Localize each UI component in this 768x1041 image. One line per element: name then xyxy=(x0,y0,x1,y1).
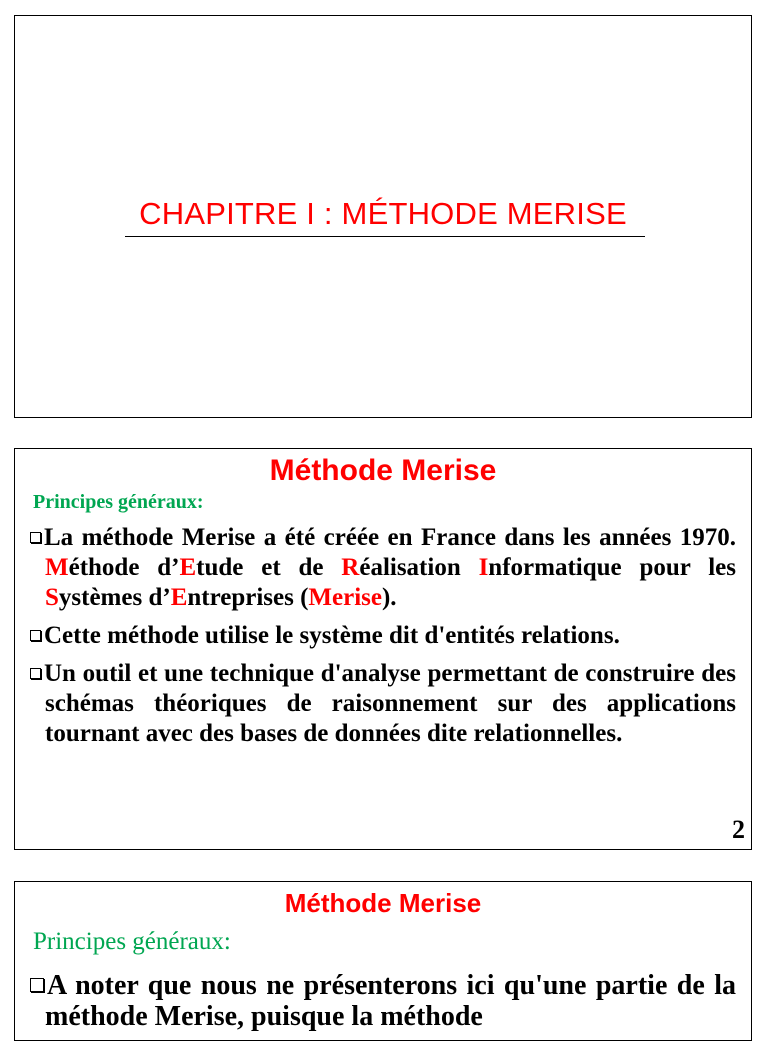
bullet-text: La méthode Merise a été créée en France dans les années 1970. xyxy=(44,524,736,551)
bullet-item-note xyxy=(15,970,751,1032)
slide-heading: Méthode Merise xyxy=(284,888,482,918)
hollow-square-bullet-icon xyxy=(30,668,41,679)
hollow-square-bullet-icon xyxy=(30,978,44,992)
acronym-letter: I xyxy=(478,554,489,581)
bullet-text: Un outil et une technique d'analyse permettant de construire des schémas théoriques de raisonnement sur des applications tournant avec des bases de données dite relationnelles. xyxy=(44,660,736,747)
acronym-letter: S xyxy=(45,584,59,611)
bullet-text: éalisation xyxy=(359,554,479,581)
acronym-letter: M xyxy=(45,554,69,581)
chapter-title: CHAPITRE I : MÉTHODE MERISE xyxy=(139,196,627,231)
bullet-text: ). xyxy=(381,584,397,611)
page-number: 2 xyxy=(732,815,745,844)
bullet-item-tool xyxy=(15,659,751,749)
bullet-text: Cette méthode utilise le système dit d'entités relations. xyxy=(44,622,620,649)
slide-subtitle: Principes généraux: xyxy=(33,928,231,955)
bullet-text: ntreprises ( xyxy=(187,584,309,611)
slide-methode-merise-1 xyxy=(14,448,752,850)
bullet-text: éthode d’ xyxy=(68,554,180,581)
slide-subtitle: Principes généraux: xyxy=(33,491,204,513)
bullet-text: ystèmes d’ xyxy=(58,584,171,611)
acronym-word: Merise xyxy=(308,584,382,611)
slide-heading: Méthode Merise xyxy=(269,454,497,487)
acronym-letter: R xyxy=(341,554,360,581)
bullet-text: tude et de xyxy=(196,554,342,581)
acronym-letter: E xyxy=(170,584,188,611)
bullet-text: nformatique pour les xyxy=(488,554,736,581)
hollow-square-bullet-icon xyxy=(30,532,41,543)
acronym-letter: E xyxy=(179,554,197,581)
bullet-text: A noter que nous ne présenterons ici qu'une partie de la méthode Merise, puisque la méthode xyxy=(45,970,736,1032)
chapter-title-underline xyxy=(125,236,645,237)
bullet-item-entities xyxy=(15,621,751,651)
slide-methode-merise-2 xyxy=(14,881,752,1041)
slide-chapter-title xyxy=(14,15,752,418)
hollow-square-bullet-icon xyxy=(30,630,41,641)
bullet-item-origin xyxy=(15,523,751,613)
